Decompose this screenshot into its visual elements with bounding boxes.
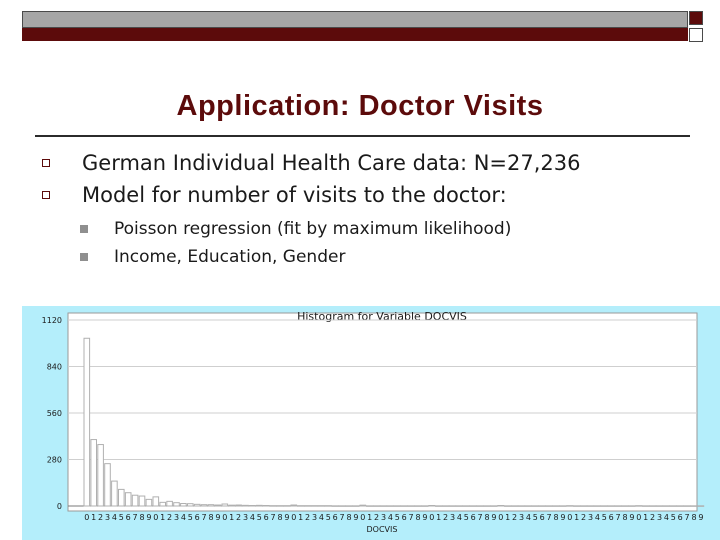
- bullet-text: German Individual Health Care data: N=27,236: [82, 151, 581, 175]
- histogram-bar: [112, 481, 118, 506]
- histogram-bar: [160, 502, 166, 506]
- y-tick-label: 1120: [41, 316, 62, 325]
- x-tick-label: 0: [636, 513, 642, 522]
- histogram-bar: [408, 506, 414, 507]
- y-tick-label: 0: [56, 502, 62, 511]
- x-tick-label: 7: [477, 513, 483, 522]
- histogram-bar: [381, 506, 387, 507]
- histogram-bar: [257, 505, 263, 506]
- x-tick-label: 3: [380, 513, 387, 522]
- x-tick-label: 9: [422, 513, 428, 522]
- x-tick-label: 5: [463, 513, 469, 522]
- histogram-bar: [119, 489, 125, 506]
- histogram-bar: [263, 506, 269, 507]
- x-tick-label: 1: [436, 513, 442, 522]
- x-tick-label: 5: [325, 513, 331, 522]
- histogram-bar: [671, 506, 677, 507]
- x-tick-label: 7: [132, 513, 138, 522]
- x-tick-label: 1: [160, 513, 166, 522]
- sub-bullet-text: Poisson regression (fit by maximum likelihood): [114, 219, 512, 239]
- histogram-bar: [132, 495, 138, 506]
- x-tick-label: 4: [456, 513, 462, 522]
- histogram-bar: [167, 501, 173, 506]
- histogram-bar: [436, 506, 442, 507]
- histogram-bar: [519, 506, 525, 507]
- histogram-bar: [574, 506, 580, 507]
- x-tick-label: 7: [408, 513, 414, 522]
- histogram-bar: [464, 506, 470, 507]
- x-tick-label: 0: [84, 513, 90, 522]
- x-tick-label: 3: [311, 513, 318, 522]
- sub-bullet-item-poisson: [80, 216, 511, 244]
- x-tick-label: 9: [629, 513, 635, 522]
- x-tick-label: 7: [270, 513, 276, 522]
- x-tick-label: 1: [298, 513, 304, 522]
- histogram-bar: [319, 506, 325, 507]
- histogram-bar: [602, 506, 608, 507]
- x-tick-label: 0: [360, 513, 366, 522]
- x-tick-label: 5: [394, 513, 400, 522]
- histogram-bar: [567, 506, 573, 507]
- x-tick-label: 2: [236, 513, 242, 522]
- histogram-bar: [84, 338, 90, 506]
- x-tick-label: 5: [532, 513, 538, 522]
- corner-square-outline: [689, 28, 703, 42]
- x-tick-label: 6: [125, 513, 131, 522]
- x-tick-label: 4: [387, 513, 393, 522]
- x-tick-label: 4: [663, 513, 669, 522]
- x-tick-label: 2: [305, 513, 311, 522]
- histogram-bar: [415, 506, 421, 507]
- x-tick-label: 8: [484, 513, 490, 522]
- x-tick-label: 4: [318, 513, 324, 522]
- x-tick-label: 4: [111, 513, 117, 522]
- histogram-bar: [312, 506, 318, 507]
- x-tick-label: 5: [187, 513, 193, 522]
- x-tick-label: 3: [242, 513, 249, 522]
- x-tick-label: 8: [415, 513, 421, 522]
- x-tick-label: 9: [491, 513, 497, 522]
- histogram-bar: [194, 504, 200, 506]
- x-tick-label: 4: [180, 513, 186, 522]
- histogram-bar: [595, 506, 601, 507]
- histogram-bar: [622, 506, 628, 507]
- histogram-bar: [146, 499, 152, 506]
- x-tick-label: 3: [173, 513, 180, 522]
- histogram-bar: [526, 506, 532, 507]
- histogram-bar: [664, 506, 670, 507]
- histogram-bar: [326, 506, 332, 507]
- histogram-bar: [139, 496, 145, 506]
- sub-bullet-text: Income, Education, Gender: [114, 247, 346, 267]
- histogram-bar: [208, 505, 214, 506]
- title-divider: [35, 135, 690, 137]
- histogram-bar: [581, 506, 587, 507]
- histogram-bar: [629, 506, 635, 507]
- x-tick-label: 1: [643, 513, 649, 522]
- x-tick-label: 2: [98, 513, 104, 522]
- x-tick-label: 9: [284, 513, 290, 522]
- histogram-bar: [367, 506, 373, 507]
- bullet-item-model: [42, 180, 580, 212]
- bullet-item-data: [42, 148, 580, 180]
- x-tick-label: 8: [346, 513, 352, 522]
- x-tick-label: 4: [525, 513, 531, 522]
- x-tick-label: 7: [201, 513, 207, 522]
- x-tick-label: 3: [449, 513, 456, 522]
- histogram-panel: [22, 306, 720, 540]
- histogram-bar: [491, 506, 497, 507]
- histogram-bar: [105, 464, 111, 506]
- x-tick-labels: [84, 513, 703, 522]
- x-tick-label: 2: [512, 513, 518, 522]
- histogram-bar: [174, 503, 180, 506]
- histogram-bar: [498, 506, 504, 507]
- x-tick-label: 8: [208, 513, 214, 522]
- x-tick-label: 2: [374, 513, 380, 522]
- x-tick-label: 1: [505, 513, 511, 522]
- histogram-bar: [153, 497, 159, 506]
- histogram-bar: [360, 505, 366, 506]
- histogram-bar: [443, 506, 449, 507]
- y-tick-label: 840: [46, 362, 62, 372]
- histogram-bar: [250, 506, 256, 507]
- histogram-bar: [422, 506, 428, 507]
- x-tick-label: 8: [139, 513, 145, 522]
- histogram-bar: [222, 504, 228, 506]
- x-tick-label: 6: [470, 513, 476, 522]
- histogram-bar: [608, 506, 614, 507]
- x-tick-label: 2: [443, 513, 449, 522]
- x-tick-label: 9: [146, 513, 152, 522]
- histogram-bar: [401, 506, 407, 507]
- histogram-bar: [277, 506, 283, 507]
- histogram-bar: [505, 506, 511, 507]
- top-decor-bar-red: [22, 28, 688, 41]
- x-axis-label: DOCVIS: [366, 525, 398, 534]
- histogram-bar: [388, 506, 394, 507]
- histogram-bar: [332, 506, 338, 507]
- x-tick-label: 3: [518, 513, 525, 522]
- corner-square-filled: [689, 11, 703, 25]
- histogram-bar: [650, 506, 656, 507]
- histogram-bar: [305, 506, 311, 507]
- x-tick-label: 0: [429, 513, 435, 522]
- histogram-bar: [457, 506, 463, 507]
- x-tick-label: 0: [153, 513, 159, 522]
- x-tick-label: 0: [222, 513, 228, 522]
- sub-bullet-list: [80, 216, 511, 272]
- histogram-bar: [188, 504, 194, 506]
- x-tick-label: 7: [546, 513, 552, 522]
- x-tick-label: 2: [650, 513, 656, 522]
- top-decor-bar-gray: [22, 11, 688, 28]
- x-tick-label: 5: [601, 513, 607, 522]
- y-tick-label: 280: [46, 455, 62, 465]
- histogram-bar: [181, 504, 187, 506]
- histogram-bar: [270, 506, 276, 507]
- histogram-bar: [677, 506, 683, 507]
- x-tick-label: 8: [277, 513, 283, 522]
- histogram-bar: [339, 506, 345, 507]
- histogram-bar: [229, 505, 235, 506]
- histogram-bar: [346, 506, 352, 507]
- histogram-bar: [291, 505, 297, 506]
- x-tick-label: 3: [104, 513, 111, 522]
- histogram-bar: [284, 506, 290, 507]
- x-tick-label: 2: [581, 513, 587, 522]
- histogram-bar: [477, 506, 483, 507]
- x-tick-label: 5: [670, 513, 676, 522]
- x-tick-label: 9: [560, 513, 566, 522]
- histogram-bar: [98, 445, 104, 506]
- histogram-bar: [657, 506, 663, 507]
- histogram-bar: [395, 506, 401, 507]
- histogram-bar: [201, 505, 207, 506]
- histogram-bar: [91, 440, 97, 506]
- histogram-bar: [691, 506, 697, 507]
- x-tick-label: 7: [615, 513, 621, 522]
- histogram-bar: [546, 506, 552, 507]
- x-tick-label: 8: [622, 513, 628, 522]
- x-tick-label: 8: [553, 513, 559, 522]
- x-tick-label: 0: [567, 513, 573, 522]
- x-tick-label: 9: [215, 513, 221, 522]
- histogram-bar: [243, 505, 249, 506]
- plot-area: [68, 313, 697, 511]
- histogram-bar: [236, 505, 242, 506]
- x-tick-label: 3: [656, 513, 663, 522]
- x-tick-label: 4: [594, 513, 600, 522]
- histogram-chart: [22, 306, 720, 540]
- histogram-bar: [429, 506, 435, 507]
- histogram-bar: [484, 506, 490, 507]
- x-tick-label: 1: [229, 513, 235, 522]
- x-tick-label: 6: [401, 513, 407, 522]
- histogram-bar: [125, 493, 131, 506]
- histogram-bar: [560, 506, 566, 507]
- x-tick-label: 4: [249, 513, 255, 522]
- x-tick-label: 5: [118, 513, 124, 522]
- x-tick-label: 1: [91, 513, 97, 522]
- y-tick-labels: [42, 316, 62, 511]
- x-tick-label: 2: [167, 513, 173, 522]
- bullet-list: [42, 148, 580, 212]
- hollow-square-bullet-icon: [42, 159, 50, 167]
- y-tick-label: 560: [46, 409, 62, 418]
- hollow-square-bullet-icon: [42, 191, 50, 199]
- bullet-text: Model for number of visits to the doctor:: [82, 183, 507, 207]
- histogram-bar: [215, 505, 221, 506]
- x-tick-label: 5: [256, 513, 262, 522]
- histogram-bar: [533, 506, 539, 507]
- histogram-bar: [470, 506, 476, 507]
- x-tick-label: 0: [498, 513, 504, 522]
- histogram-bar: [636, 506, 642, 507]
- histogram-bar: [512, 506, 518, 507]
- x-tick-label: 6: [194, 513, 200, 522]
- x-tick-label: 6: [263, 513, 269, 522]
- x-tick-label: 9: [698, 513, 704, 522]
- histogram-bar: [374, 506, 380, 507]
- sub-bullet-item-covariates: [80, 244, 511, 272]
- histogram-bar: [615, 506, 621, 507]
- histogram-bar: [588, 506, 594, 507]
- histogram-bar: [450, 506, 456, 507]
- x-tick-label: 1: [367, 513, 373, 522]
- x-tick-label: 6: [677, 513, 683, 522]
- histogram-bar: [553, 506, 559, 507]
- histogram-bar: [353, 506, 359, 507]
- histogram-bar: [539, 506, 545, 507]
- x-tick-label: 9: [353, 513, 359, 522]
- x-tick-label: 3: [587, 513, 594, 522]
- slide-title: Application: Doctor Visits: [176, 90, 544, 122]
- histogram-bar: [698, 506, 704, 507]
- x-tick-label: 7: [339, 513, 345, 522]
- chart-title: Histogram for Variable DOCVIS: [297, 310, 467, 323]
- x-tick-label: 6: [332, 513, 338, 522]
- histogram-bar: [684, 506, 690, 507]
- x-tick-label: 7: [684, 513, 690, 522]
- x-tick-label: 8: [691, 513, 697, 522]
- x-tick-label: 1: [574, 513, 580, 522]
- x-tick-label: 6: [608, 513, 614, 522]
- histogram-bar: [643, 506, 649, 507]
- x-tick-label: 0: [291, 513, 297, 522]
- filled-square-bullet-icon: [80, 225, 88, 233]
- x-tick-label: 6: [539, 513, 545, 522]
- histogram-bar: [298, 506, 304, 507]
- filled-square-bullet-icon: [80, 253, 88, 261]
